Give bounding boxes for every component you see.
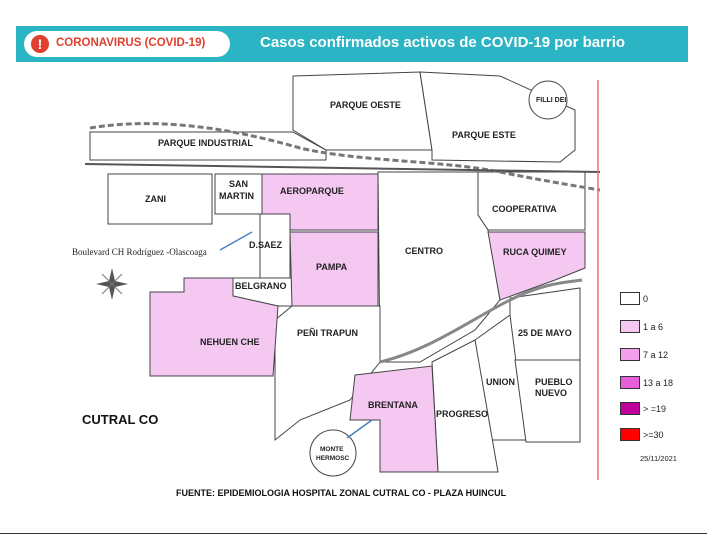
compass-rose-icon: [96, 268, 128, 300]
legend-swatch: [620, 320, 640, 333]
legend-item: >=30: [620, 426, 664, 440]
label-progreso: PROGRESO: [436, 409, 489, 419]
route-road: [85, 164, 600, 172]
label-boulevard: Boulevard CH Rodríguez -Olascoaga: [72, 247, 207, 257]
exclamation-icon: !: [31, 35, 49, 53]
legend-item: 1 a 6: [620, 318, 663, 332]
label-monte-2: HERMOSC: [316, 455, 350, 462]
region-cooperativa: [478, 172, 585, 230]
label-aeroparque: AEROPARQUE: [280, 186, 344, 196]
label-cooperativa: COOPERATIVA: [492, 204, 557, 214]
label-centro: CENTRO: [405, 246, 443, 256]
legend-item: > =19: [620, 400, 666, 414]
label-san-martin-2: MARTIN: [219, 191, 254, 201]
label-zani: ZANI: [145, 194, 166, 204]
legend-item: 13 a 18: [620, 374, 673, 388]
label-pueblo-nuevo-2: NUEVO: [535, 388, 568, 398]
source-footer: FUENTE: EPIDEMIOLOGIA HOSPITAL ZONAL CUTRAL CO - PLAZA HUINCUL: [176, 488, 507, 498]
legend-item: 0: [620, 290, 648, 304]
label-union: UNION: [486, 377, 515, 387]
label-pampa: PAMPA: [316, 262, 348, 272]
label-parque-este: PARQUE ESTE: [452, 130, 516, 140]
label-25-de-mayo: 25 DE MAYO: [518, 328, 572, 338]
label-peni-trapun: PEÑI TRAPUN: [297, 328, 359, 338]
label-belgrano: BELGRANO: [235, 281, 287, 291]
label-monte-1: MONTE: [320, 446, 344, 453]
boulevard-arrow: [220, 232, 252, 250]
label-parque-oeste: PARQUE OESTE: [330, 100, 401, 110]
label-nehuen-che: NEHUEN CHE: [200, 337, 260, 347]
page-title: Casos confirmados activos de COVID-19 por barrio: [260, 34, 626, 51]
date-label: 25/11/2021: [640, 454, 677, 463]
label-brentana: BRENTANA: [368, 400, 418, 410]
legend-swatch: [620, 376, 640, 389]
city-name: CUTRAL CO: [82, 412, 159, 427]
label-san-martin-1: SAN: [229, 179, 249, 189]
badge-label: CORONAVIRUS (COVID-19): [56, 37, 206, 49]
label-ruca-quimey: RUCA QUIMEY: [503, 247, 567, 257]
region-parque-oeste: [293, 72, 432, 150]
legend-swatch: [620, 348, 640, 361]
region-brentana: [350, 366, 438, 472]
legend-swatch: [620, 402, 640, 415]
legend-swatch: [620, 428, 640, 441]
legend-item: 7 a 12: [620, 346, 668, 360]
label-d-saez: D.SAEZ: [249, 240, 283, 250]
region-25-de-mayo: [510, 288, 580, 360]
label-parque-industrial: PARQUE INDUSTRIAL: [158, 138, 253, 148]
divider: [0, 533, 707, 534]
label-filli-dei: FILLI DEI: [536, 97, 567, 104]
region-pueblo-nuevo: [515, 360, 580, 442]
legend-swatch: [620, 292, 640, 305]
monte-arrow: [347, 420, 372, 438]
label-pueblo-nuevo-1: PUEBLO: [535, 377, 573, 387]
